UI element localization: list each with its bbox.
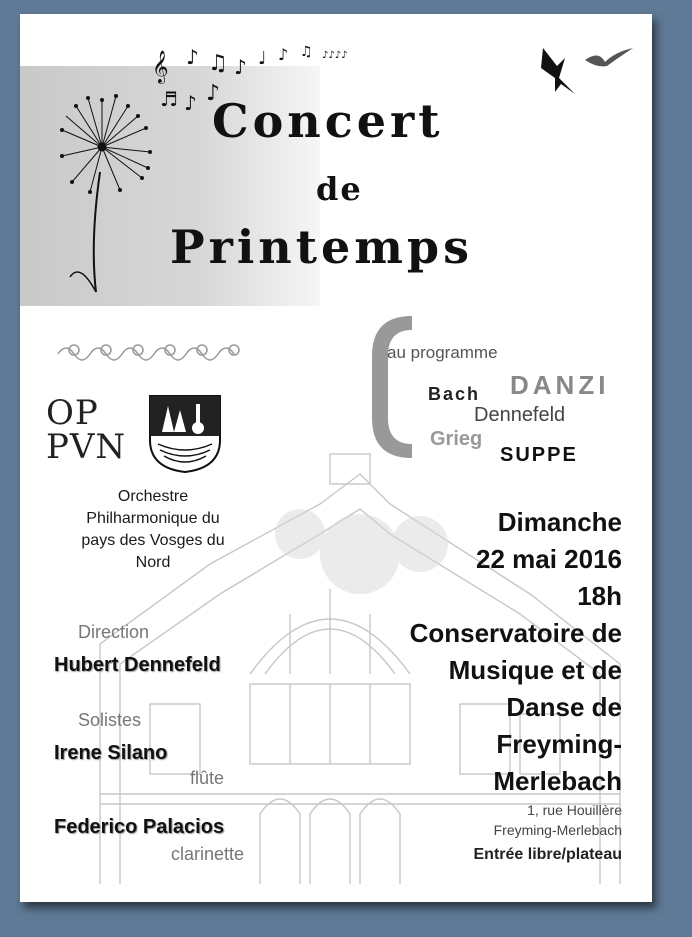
event-venue-line: Danse de [506,692,622,722]
svg-text:♪: ♪ [186,45,199,69]
event-day: Dimanche [497,507,622,537]
direction-label: Direction [78,622,150,642]
coat-of-arms-icon [148,394,222,474]
logo-bottom-text: PVN [46,427,127,467]
orchestra-name-line: Orchestre [117,488,189,505]
title-line-2: de [316,170,363,208]
soloist-1-name: Irene Silano [54,742,168,764]
orchestra-name-line: Nord [135,554,171,571]
composer-bach: Bach [428,384,481,404]
svg-text:♪: ♪ [278,45,289,64]
address-line-2: Freyming-Merlebach [493,822,622,838]
concert-poster [20,14,652,902]
orchestra-name [50,486,256,574]
event-venue-line: Merlebach [493,766,622,796]
dandelion-icon [60,92,160,302]
svg-text:♬: ♬ [160,87,178,111]
svg-text:𝄞: 𝄞 [152,50,169,83]
programme-bracket [372,316,412,458]
event-time: 18h [577,581,622,611]
title-line-1: Concert [212,94,444,148]
entry-info: Entrée libre/plateau [473,846,622,863]
svg-text:♪: ♪ [206,81,221,106]
orchestra-logo [46,393,127,467]
soloist-2-name: Federico Palacios [54,816,225,838]
event-date: 22 mai 2016 [475,544,622,574]
svg-text:♩: ♩ [258,48,267,69]
programme-label: au programme [387,343,498,362]
floral-ornament [54,340,244,366]
logo-top-text: OP [46,393,99,433]
composer-grieg: Grieg [430,428,483,450]
event-venue-line: Freyming- [496,729,622,759]
title-line-3: Printemps [170,220,473,274]
event-venue-line: Conservatoire de [409,618,622,648]
composer-danzi: DANZI [510,370,610,400]
address-line-1: 1, rue Houillère [527,802,622,818]
orchestra-name-line: Philharmonique du [86,510,220,527]
soloists-label: Solistes [78,710,142,730]
conductor-name: Hubert Dennefeld [54,654,221,676]
svg-text:♪♪♪♪: ♪♪♪♪ [322,50,348,61]
soloist-2-instrument: clarinette [171,844,245,864]
event-venue-line: Musique et de [448,655,622,685]
svg-text:♪: ♪ [234,55,247,79]
soloist-1-instrument: flûte [190,768,225,788]
event-details [340,504,622,800]
svg-text:♫: ♫ [208,51,228,76]
svg-text:♪: ♪ [184,91,197,114]
orchestra-name-line: pays des Vosges du [81,532,225,549]
composer-suppe: SUPPE [500,444,578,466]
svg-text:♫: ♫ [300,44,313,60]
composer-dennefeld: Dennefeld [474,404,566,426]
event-address [410,800,622,840]
birds-icon [535,32,635,112]
